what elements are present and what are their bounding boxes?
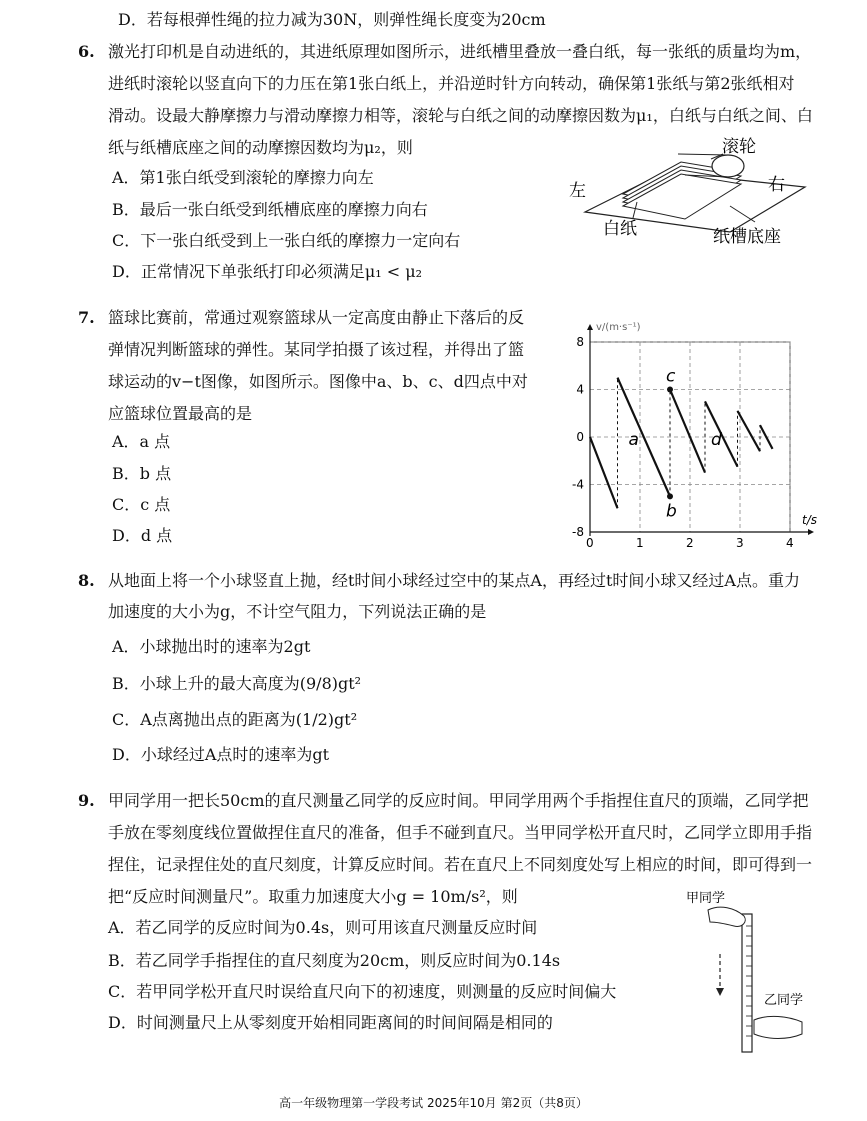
q8-line-2: 加速度的大小为g，不计空气阻力，下列说法正确的是 [108,602,487,621]
q7-option-d: D．d 点 [112,526,173,545]
q6-option-a: A．第1张白纸受到滚轮的摩擦力向左 [112,168,374,187]
jia-hand [708,907,745,926]
yi-hand [754,1016,802,1038]
point-c-label: c [666,366,676,387]
q9-line-4: 把“反应时间测量尺”。取重力加速度大小g = 10m/s²，则 [108,887,518,906]
q7-option-c: C．c 点 [112,495,171,514]
q8-number: 8. [78,571,95,590]
paper-tray-figure [565,132,820,248]
q8-option-d: D．小球经过A点时的速率为gt [112,745,330,764]
point-b-dot [667,493,673,499]
q7-number: 7. [78,308,95,327]
x-tick-label: 0 [586,536,594,550]
q9-option-b: B．若乙同学手指捏住的直尺刻度为20cm，则反应时间为0.14s [108,951,561,970]
q7-line-3: 球运动的v−t图像，如图所示。图像中a、b、c、d四点中对 [108,372,528,391]
chart-axes [572,322,817,550]
yi-label: 乙同学 [764,993,804,1008]
x-axis-arrow [808,529,814,535]
q8-option-a: A．小球抛出时的速率为2gt [112,637,311,656]
point-a-label: a [628,430,639,450]
ruler-figure [680,882,820,1057]
x-tick-label: 2 [686,536,694,550]
y-tick-label: 0 [576,430,584,444]
vt-segment [590,437,618,508]
page-footer: 高一年级物理第一学段考试 2025年10月 第2页（共8页） [279,1096,588,1110]
q8-option-b: B．小球上升的最大高度为(9/8)gt² [112,674,362,693]
x-tick-label: 1 [636,536,644,550]
q7-option-b: B．b 点 [112,464,172,483]
vt-segment [670,390,705,473]
q7-line-4: 应篮球位置最高的是 [108,404,253,423]
q5-option-d: D．若每根弹性绳的拉力减为30N，则弹性绳长度变为20cm [118,10,546,29]
x-tick-label: 3 [736,536,744,550]
point-d-label: d [711,430,722,450]
q6-line-1: 激光打印机是自动进纸的，其进纸原理如图所示，进纸槽里叠放一叠白纸，每一张纸的质量均为m， [108,42,812,61]
q6-option-c: C．下一张白纸受到上一张白纸的摩擦力一定向右 [112,231,461,250]
y-tick-label: -4 [572,477,584,492]
q6-line-4: 纸与纸槽底座之间的动摩擦因数均为μ₂，则 [108,138,413,157]
q7-option-a: A．a 点 [112,432,171,451]
q7-line-1: 篮球比赛前，常通过观察篮球从一定高度由静止下落后的反 [108,308,525,327]
y-tick-label: 4 [576,382,584,397]
y-tick-label: -8 [572,525,584,539]
point-c-dot [667,387,673,393]
left-label: 左 [569,181,586,201]
q8-line-1: 从地面上将一个小球竖直上抛，经t时间小球经过空中的某点A，再经过t时间小球又经过A点。重力 [108,571,800,590]
jia-label: 甲同学 [686,891,726,906]
q9-number: 9. [78,791,95,810]
right-label: 右 [768,175,785,195]
q6-line-3: 滑动。设最大静摩擦力与滑动摩擦力相等，滚轮与白纸之间的动摩擦因数为μ₁，白纸与白纸之间、白 [108,106,813,125]
roller-label: 滚轮 [722,137,756,157]
q6-option-b: B．最后一张白纸受到纸槽底座的摩擦力向右 [112,200,428,219]
point-b-label: b [666,501,677,522]
q9-option-d: D．时间测量尺上从零刻度开始相同距离间的时间间隔是相同的 [108,1013,553,1032]
q8-option-c: C．A点离抛出点的距离为(1/2)gt² [112,710,358,729]
q9-option-c: C．若甲同学松开直尺时误给直尺向下的初速度，则测量的反应时间偏大 [108,982,617,1001]
y-axis-arrow [587,324,593,330]
y-axis-label: v/(m·s⁻¹) [596,322,641,333]
x-tick-label: 4 [786,536,794,550]
paper-label: 白纸 [603,219,637,239]
q9-line-2: 手放在零刻度线位置做捏住直尺的准备，但手不碰到直尺。当甲同学松开直尺时，乙同学立即用手指 [108,823,813,842]
q6-line-2: 进纸时滚轮以竖直向下的力压在第1张白纸上，并沿逆时针方向转动，确保第1张纸与第2张纸相对 [108,74,795,93]
y-tick-label: 8 [576,335,584,349]
q6-option-d: D．正常情况下单张纸打印必须满足μ₁ < μ₂ [112,262,423,281]
q6-number: 6. [78,42,95,61]
q9-line-3: 捏住，记录捏住处的直尺刻度，计算反应时间。若在直尺上不同刻度处写上相应的时间，即可得到一 [108,855,813,874]
q7-line-2: 弹情况判断篮球的弹性。某同学拍摄了该过程，并得出了篮 [108,340,525,359]
ruler [742,914,752,1052]
vt-segment [738,411,761,451]
chart-series [590,378,773,509]
vt-chart [560,312,830,557]
q9-line-1: 甲同学用一把长50cm的直尺测量乙同学的反应时间。甲同学用两个手指捏住直尺的顶端，乙同学把 [108,791,809,810]
q9-option-a: A．若乙同学的反应时间为0.4s，则可用该直尺测量反应时间 [108,918,538,937]
x-axis-label: t/s [802,513,817,527]
tray-base-label: 纸槽底座 [713,227,781,247]
